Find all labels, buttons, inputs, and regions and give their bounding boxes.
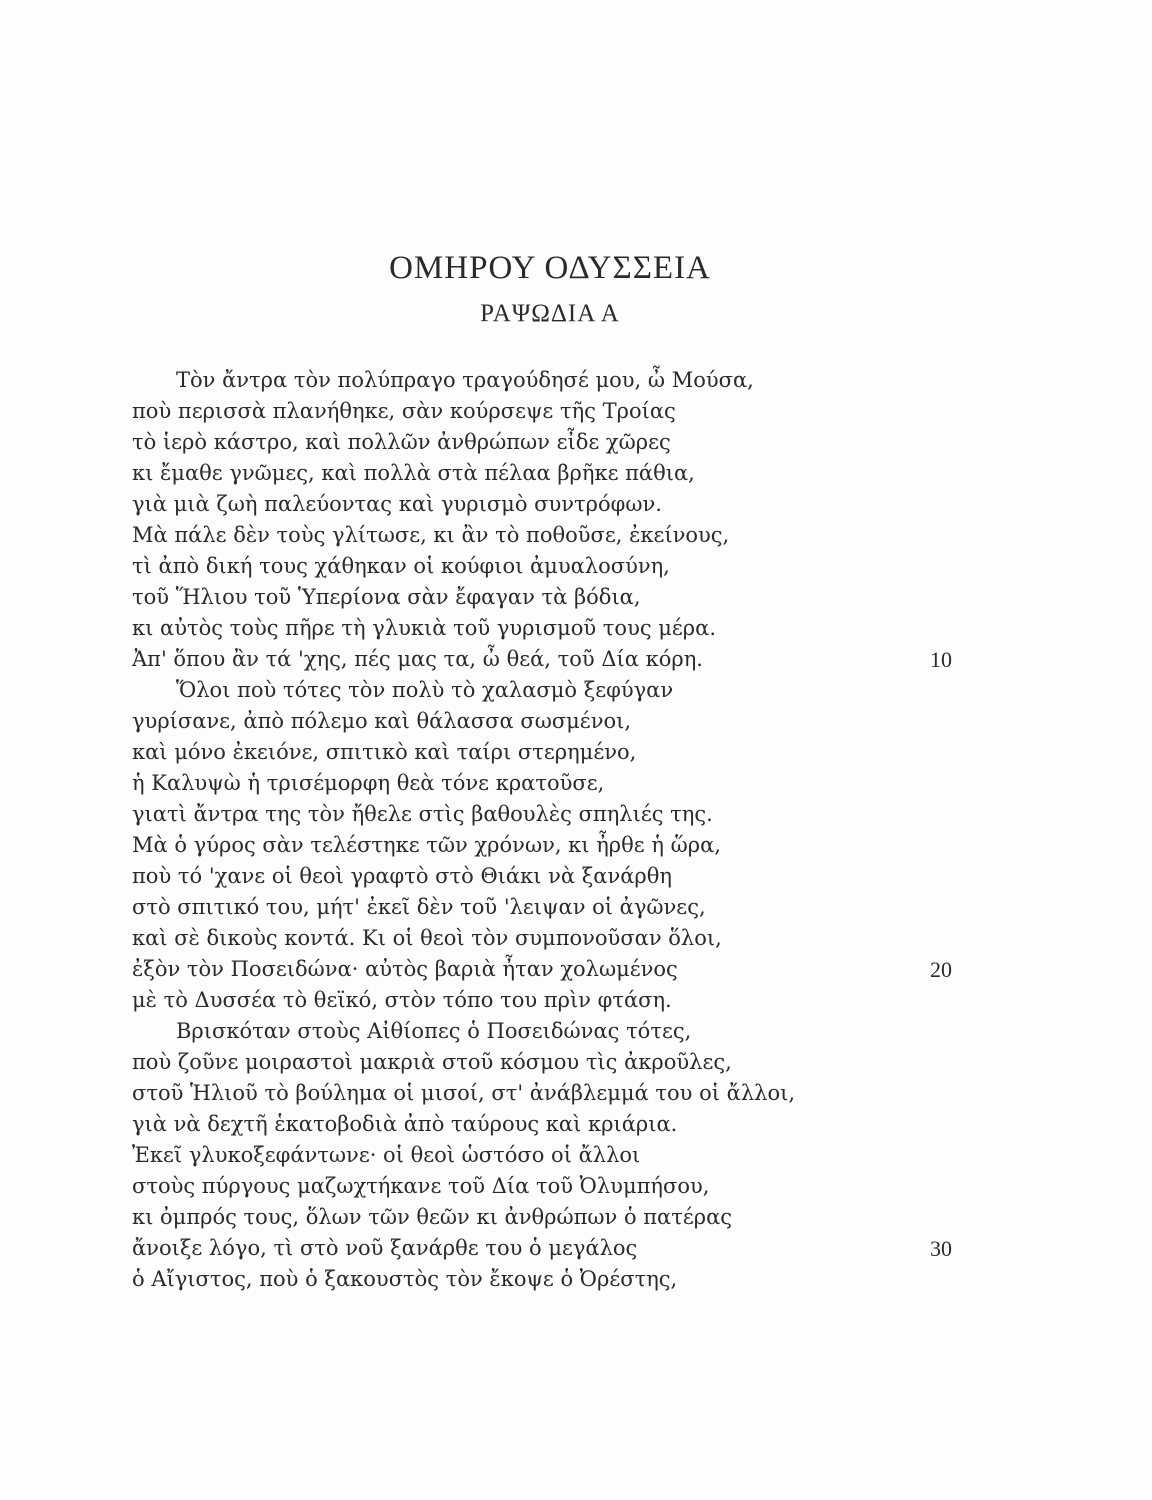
verse-text: ἡ Καλυψὼ ἡ τρισέμορφη θεὰ τόνε κρατοῦσε,: [132, 771, 605, 795]
verse-text: Μὰ ὁ γύρος σὰν τελέστηκε τῶν χρόνων, κι ἦρθε ἡ ὥρα,: [132, 833, 721, 857]
verse-text: ποὺ τό 'χανε οἱ θεοὶ γραφτὸ στὸ Θιάκι νὰ ξανάρθη: [132, 864, 672, 888]
verse-text: τοῦ Ἥλιου τοῦ Ὑπερίονα σὰν ἔφαγαν τὰ βόδια,: [132, 585, 641, 609]
verse-line: [132, 427, 992, 458]
verse-text: ποὺ ζοῦνε μοιραστοὶ μακριὰ στοῦ κόσμου τὶς ἀκροῦλες,: [132, 1050, 732, 1074]
line-number: 30: [930, 1236, 952, 1261]
line-number: 20: [930, 957, 952, 982]
verse-line: [132, 1047, 992, 1078]
verse-text: μὲ τὸ Δυσσέα τὸ θεϊκό, στὸν τόπο του πρὶν φτάση.: [132, 988, 672, 1012]
verse-line: [132, 830, 992, 861]
verse-line: [132, 799, 992, 830]
verse-text: στοὺς πύργους μαζωχτήκανε τοῦ Δία τοῦ Ὀλυμπήσου,: [132, 1174, 710, 1198]
verse-text: Ἐκεῖ γλυκοξεφάντωνε· οἱ θεοὶ ὡστόσο οἱ ἄλλοι: [132, 1143, 641, 1167]
verse-line: [132, 458, 992, 489]
verse-line: [132, 675, 992, 706]
verse-line: [132, 1109, 992, 1140]
verse-text: καὶ μόνο ἐκειόνε, σπιτικὸ καὶ ταίρι στερημένο,: [132, 740, 637, 764]
verse-line: [132, 1140, 992, 1171]
verse-line: [132, 582, 992, 613]
verse-text: γιὰ μιὰ ζωὴ παλεύοντας καὶ γυρισμὸ συντρόφων.: [132, 492, 662, 516]
verse-line: [132, 489, 992, 520]
verse-line: [132, 1202, 992, 1233]
verse-line: [132, 706, 992, 737]
rhapsody-heading: ΡΑΨΩΔΙΑ Α: [480, 300, 620, 327]
verse-line: [132, 954, 992, 985]
verse-text: κι ἔμαθε γνῶμες, καὶ πολλὰ στὰ πέλαα βρῆκε πάθια,: [132, 461, 695, 485]
poem-body: [132, 365, 992, 1295]
verse-line: [132, 861, 992, 892]
verse-text: ὁ Αἴγιστος, ποὺ ὁ ξακουστὸς τὸν ἔκοψε ὁ Ὀρέστης,: [132, 1267, 678, 1291]
verse-line: [132, 768, 992, 799]
verse-text: Βρισκόταν στοὺς Αἰθίοπες ὁ Ποσειδώνας τότες,: [176, 1019, 692, 1043]
verse-line: [132, 1264, 992, 1295]
verse-text: στὸ σπιτικό του, μήτ' ἐκεῖ δὲν τοῦ 'λειψαν οἱ ἀγῶνες,: [132, 895, 706, 919]
verse-line: [132, 892, 992, 923]
verse-text: γυρίσανε, ἀπὸ πόλεμο καὶ θάλασσα σωσμένοι,: [132, 709, 632, 733]
verse-text: Ὅλοι ποὺ τότες τὸν πολὺ τὸ χαλασμὸ ξεφύγαν: [176, 678, 674, 702]
verse-text: στοῦ Ἡλιοῦ τὸ βούλημα οἱ μισοί, στ' ἀνάβλεμμά του οἱ ἄλλοι,: [132, 1081, 795, 1105]
verse-line: [132, 396, 992, 427]
verse-line: [132, 520, 992, 551]
verse-line: [132, 1016, 992, 1047]
verse-text: γιατὶ ἄντρα της τὸν ἤθελε στὶς βαθουλὲς σπηλιές της.: [132, 802, 713, 826]
verse-text: καὶ σὲ δικοὺς κοντά. Κι οἱ θεοὶ τὸν συμπονοῦσαν ὅλοι,: [132, 926, 722, 950]
verse-text: Ἀπ' ὅπου ἂν τά 'χης, πές μας τα, ὦ θεά, τοῦ Δία κόρη.: [132, 647, 703, 671]
verse-text: τὶ ἀπὸ δική τους χάθηκαν οἱ κούφιοι ἀμυαλοσύνη,: [132, 554, 670, 578]
verse-line: [132, 1171, 992, 1202]
verse-line: [132, 985, 992, 1016]
verse-line: [132, 1233, 992, 1264]
verse-text: ποὺ περισσὰ πλανήθηκε, σὰν κούρσεψε τῆς Τροίας: [132, 399, 676, 423]
verse-text: γιὰ νὰ δεχτῆ ἑκατοβοδιὰ ἀπὸ ταύρους καὶ κριάρια.: [132, 1112, 678, 1136]
verse-line: [132, 644, 992, 675]
verse-line: [132, 551, 992, 582]
verse-line: [132, 1078, 992, 1109]
verse-text: κι ὀμπρός τους, ὅλων τῶν θεῶν κι ἀνθρώπων ὁ πατέρας: [132, 1205, 733, 1229]
verse-text: Τὸν ἄντρα τὸν πολύπραγο τραγούδησέ μου, ὦ Μούσα,: [176, 368, 754, 392]
verse-text: τὸ ἱερὸ κάστρο, καὶ πολλῶν ἀνθρώπων εἶδε χῶρες: [132, 430, 671, 454]
page-title: ΟΜΗΡΟΥ ΟΔΥΣΣΕΙΑ: [389, 250, 711, 287]
verse-line: [132, 365, 992, 396]
verse-line: [132, 923, 992, 954]
verse-text: κι αὐτὸς τοὺς πῆρε τὴ γλυκιὰ τοῦ γυρισμοῦ τους μέρα.: [132, 616, 717, 640]
line-number: 10: [930, 647, 952, 672]
verse-text: ἐξὸν τὸν Ποσειδώνα· αὐτὸς βαριὰ ἦταν χολωμένος: [132, 957, 678, 981]
verse-line: [132, 613, 992, 644]
verse-text: ἄνοιξε λόγο, τὶ στὸ νοῦ ξανάρθε του ὁ μεγάλος: [132, 1236, 638, 1260]
verse-line: [132, 737, 992, 768]
verse-text: Μὰ πάλε δὲν τοὺς γλίτωσε, κι ἂν τὸ ποθοῦσε, ἐκείνους,: [132, 523, 730, 547]
